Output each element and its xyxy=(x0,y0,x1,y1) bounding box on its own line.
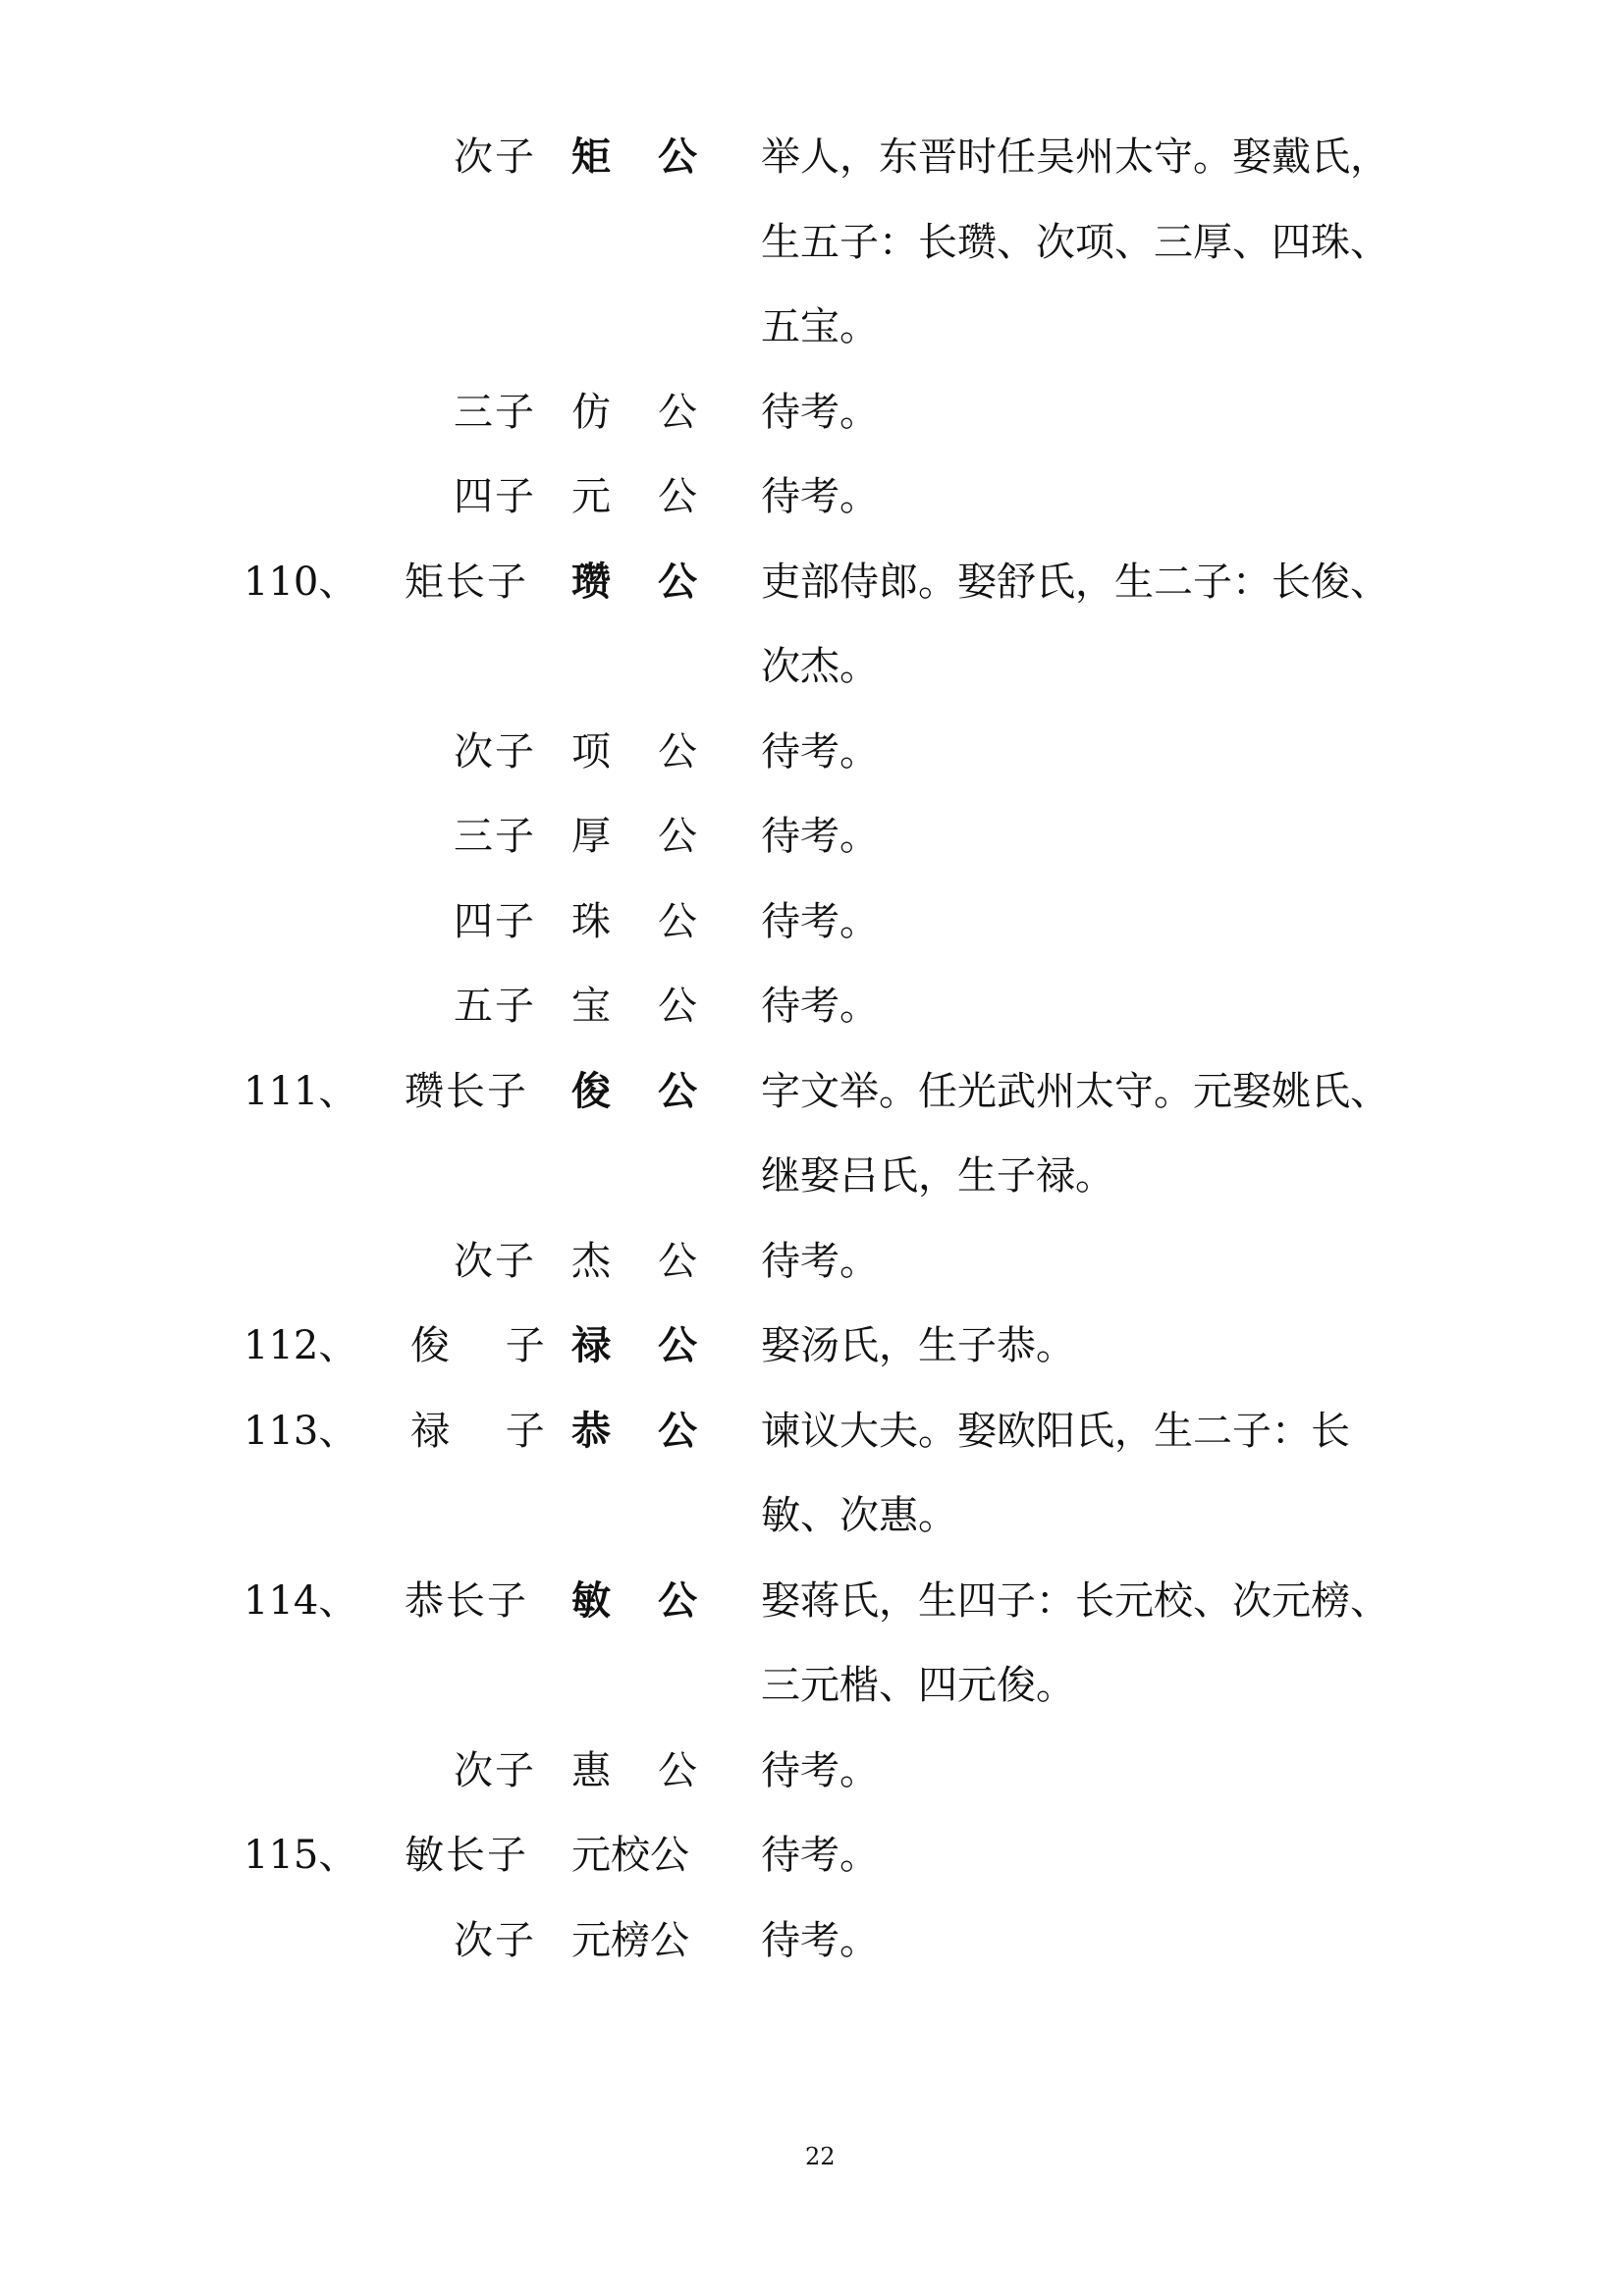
relation-label: 次子 xyxy=(454,134,536,180)
description-line: 敏、次惠。 xyxy=(761,1493,957,1538)
description-line: 生五子：长瓒、次项、三厚、四珠、 xyxy=(761,219,1389,265)
description-line: 娶蒋氏，生四子：长元校、次元榜、 xyxy=(761,1577,1389,1624)
relation-label: 次子 xyxy=(454,1917,536,1963)
relation-label: 四子 xyxy=(454,474,536,519)
gong-suffix: 公 xyxy=(658,898,697,944)
relation-label: 次子 xyxy=(454,1747,536,1793)
relation-label: 次子 xyxy=(454,728,536,774)
gong-suffix: 公 xyxy=(650,1917,689,1963)
description-line: 娶汤氏，生子恭。 xyxy=(761,1323,1075,1368)
person-name: 宝 xyxy=(571,984,611,1029)
entry-number: 115、 xyxy=(244,1833,358,1878)
relation-label: 恭长子 xyxy=(405,1577,528,1624)
gong-suffix: 公 xyxy=(658,728,697,774)
page-number: 22 xyxy=(805,2143,836,2170)
person-name: 元榜 xyxy=(571,1917,650,1963)
relation-label: 五子 xyxy=(454,984,536,1029)
gong-suffix: 公 xyxy=(658,1067,697,1114)
person-name: 元校 xyxy=(571,1833,650,1878)
relation-label: 敏长子 xyxy=(405,1833,528,1878)
gong-suffix: 公 xyxy=(650,1833,689,1878)
relation-label: 瓒长子 xyxy=(405,1068,528,1114)
description-line: 待考。 xyxy=(761,1833,879,1878)
description-line: 五宝。 xyxy=(761,304,879,349)
description-line: 待考。 xyxy=(761,1238,879,1284)
description-line: 吏部侍郎。娶舒氏，生二子：长俊、 xyxy=(761,559,1389,605)
person-name: 杰 xyxy=(571,1238,611,1284)
person-name: 惠 xyxy=(571,1747,611,1793)
description-line: 次杰。 xyxy=(761,644,879,689)
gong-suffix: 公 xyxy=(658,558,697,605)
relation-label: 三子 xyxy=(454,389,536,435)
gong-suffix: 公 xyxy=(658,1322,697,1368)
description-line: 待考。 xyxy=(761,1747,879,1793)
relation-label: 矩长子 xyxy=(405,559,528,605)
gong-suffix: 公 xyxy=(658,1407,697,1454)
person-name: 恭 xyxy=(571,1407,611,1454)
person-name: 俊 xyxy=(571,1067,611,1114)
relation-label: 三子 xyxy=(454,814,536,859)
gong-suffix: 公 xyxy=(658,1747,697,1793)
person-name: 禄 xyxy=(571,1322,611,1368)
entry-number: 113、 xyxy=(244,1408,358,1454)
gong-suffix: 公 xyxy=(658,1576,697,1624)
description-line: 待考。 xyxy=(761,1917,879,1963)
relation-label: 四子 xyxy=(454,898,536,944)
description-line: 待考。 xyxy=(761,898,879,944)
person-name: 敏 xyxy=(571,1576,611,1624)
entry-number: 111、 xyxy=(244,1068,358,1114)
gong-suffix: 公 xyxy=(658,133,697,180)
description-line: 继娶吕氏，生子禄。 xyxy=(761,1153,1114,1199)
description-line: 举人，东晋时任吴州太守。娶戴氏， xyxy=(761,134,1389,180)
description-line: 三元楷、四元俊。 xyxy=(761,1663,1075,1708)
description-line: 待考。 xyxy=(761,474,879,519)
person-name: 仿 xyxy=(571,389,611,435)
gong-suffix: 公 xyxy=(658,389,697,435)
entry-number: 114、 xyxy=(244,1577,358,1624)
description-line: 字文举。任光武州太守。元娶姚氏、 xyxy=(761,1068,1389,1114)
entry-number: 110、 xyxy=(244,559,358,605)
gong-suffix: 公 xyxy=(658,1238,697,1284)
description-line: 待考。 xyxy=(761,389,879,435)
description-line: 待考。 xyxy=(761,728,879,774)
person-name: 矩 xyxy=(571,133,611,180)
description-line: 谏议大夫。娶欧阳氏，生二子：长 xyxy=(761,1408,1350,1454)
relation-label: 次子 xyxy=(454,1238,536,1284)
person-name: 厚 xyxy=(571,814,611,859)
person-name: 瓒 xyxy=(571,558,611,605)
relation-label: 俊 子 xyxy=(410,1323,545,1368)
gong-suffix: 公 xyxy=(658,814,697,859)
relation-label: 禄 子 xyxy=(410,1408,545,1454)
person-name: 珠 xyxy=(571,898,611,944)
entry-number: 112、 xyxy=(244,1323,358,1368)
gong-suffix: 公 xyxy=(658,474,697,519)
description-line: 待考。 xyxy=(761,814,879,859)
person-name: 项 xyxy=(571,728,611,774)
gong-suffix: 公 xyxy=(658,984,697,1029)
person-name: 元 xyxy=(571,474,611,519)
description-line: 待考。 xyxy=(761,984,879,1029)
